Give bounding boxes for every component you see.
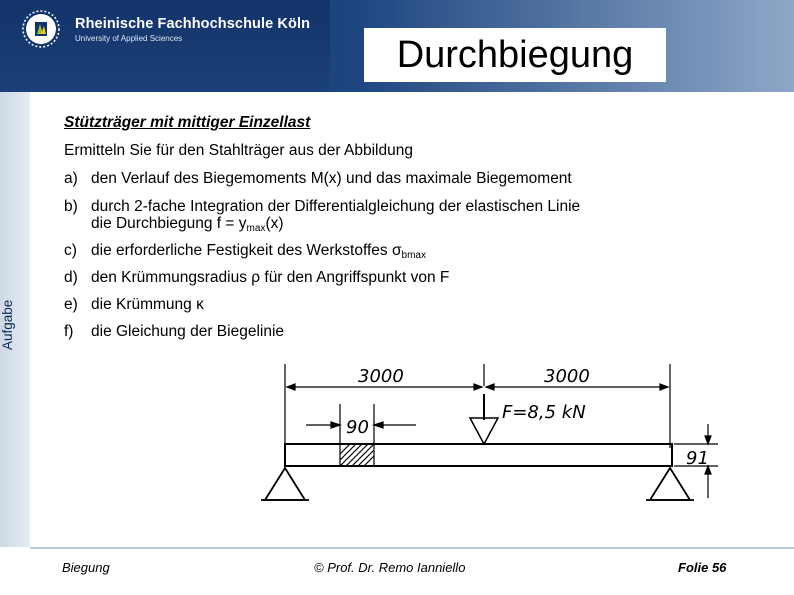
arrow-right-icon [331, 422, 340, 428]
task-intro: Ermitteln Sie für den Stahlträger aus der Abbildung [64, 142, 413, 159]
list-item-text: den Verlauf des Biegemoments M(x) und das maximale Biegemoment [91, 170, 572, 187]
list-item [64, 198, 580, 216]
continuation-text: die Durchbiegung f = y [91, 215, 247, 232]
hatch-line [352, 444, 374, 466]
footer-slide-number: Folie 56 [678, 560, 727, 575]
university-subtitle: University of Applied Sciences [75, 34, 183, 43]
sidebar-label: Aufgabe [0, 299, 15, 350]
list-item [64, 242, 426, 261]
sigma-subscript: bmax [401, 250, 426, 261]
dim-label-left: 3000 [358, 366, 404, 387]
footer-author: © Prof. Dr. Remo Ianniello [314, 560, 466, 575]
list-item-label: e) [64, 296, 78, 313]
dim-label-right: 3000 [544, 366, 590, 387]
list-item-continuation [91, 215, 284, 234]
list-item [64, 170, 572, 188]
slide-title-box [364, 28, 666, 82]
beam-diagram [256, 356, 736, 516]
list-item-label: b) [64, 198, 78, 215]
task-title: Stützträger mit mittiger Einzellast [64, 114, 311, 131]
arrow-left-icon [374, 422, 383, 428]
slide-title: Durchbiegung [396, 33, 634, 76]
list-item-text: den Krümmungsradius [91, 269, 252, 286]
arrow-down-icon [705, 436, 711, 444]
list-item-text: die Krümmung [91, 296, 197, 313]
university-name: Rheinische Fachhochschule Köln [75, 16, 311, 32]
arrow-left-icon [486, 384, 494, 390]
arrow-left-icon [287, 384, 295, 390]
hatch-line [340, 444, 362, 466]
list-item-label: c) [64, 242, 77, 259]
footer-topic: Biegung [62, 560, 110, 575]
footer-divider [30, 547, 794, 549]
arrow-right-icon [660, 384, 668, 390]
list-item [64, 323, 284, 341]
continuation-subscript: max [246, 223, 266, 234]
support-right-icon [650, 468, 690, 500]
list-item [64, 269, 449, 287]
dim-label-width: 90 [346, 417, 369, 438]
list-item-text: die Gleichung der Biegelinie [91, 323, 285, 340]
university-logo-icon [22, 10, 60, 48]
dim-label-height: 91 [686, 448, 709, 469]
sigma-symbol: σ [391, 242, 402, 259]
kappa-symbol: κ [196, 296, 204, 313]
list-item-label: f) [64, 323, 74, 340]
hatch-line [340, 444, 350, 454]
hatch-line [364, 456, 374, 466]
list-item-text: durch 2-fache Integration der Differentialgleichung der elastischen Linie [91, 198, 581, 215]
list-item-label: a) [64, 170, 78, 187]
list-item-label: d) [64, 269, 78, 286]
continuation-suffix: (x) [265, 215, 284, 232]
list-item-text-suffix: für den Angriffspunkt von F [260, 269, 450, 286]
hatch-line [346, 444, 368, 466]
force-label: F=8,5 kN [502, 402, 586, 423]
list-item-text: die erforderliche Festigkeit des Werkstoffes [91, 242, 392, 259]
arrow-right-icon [474, 384, 482, 390]
rho-symbol: ρ [251, 269, 261, 286]
header-bar [0, 0, 794, 92]
list-item [64, 296, 204, 314]
force-arrow-icon [470, 418, 498, 444]
support-left-icon [265, 468, 305, 500]
